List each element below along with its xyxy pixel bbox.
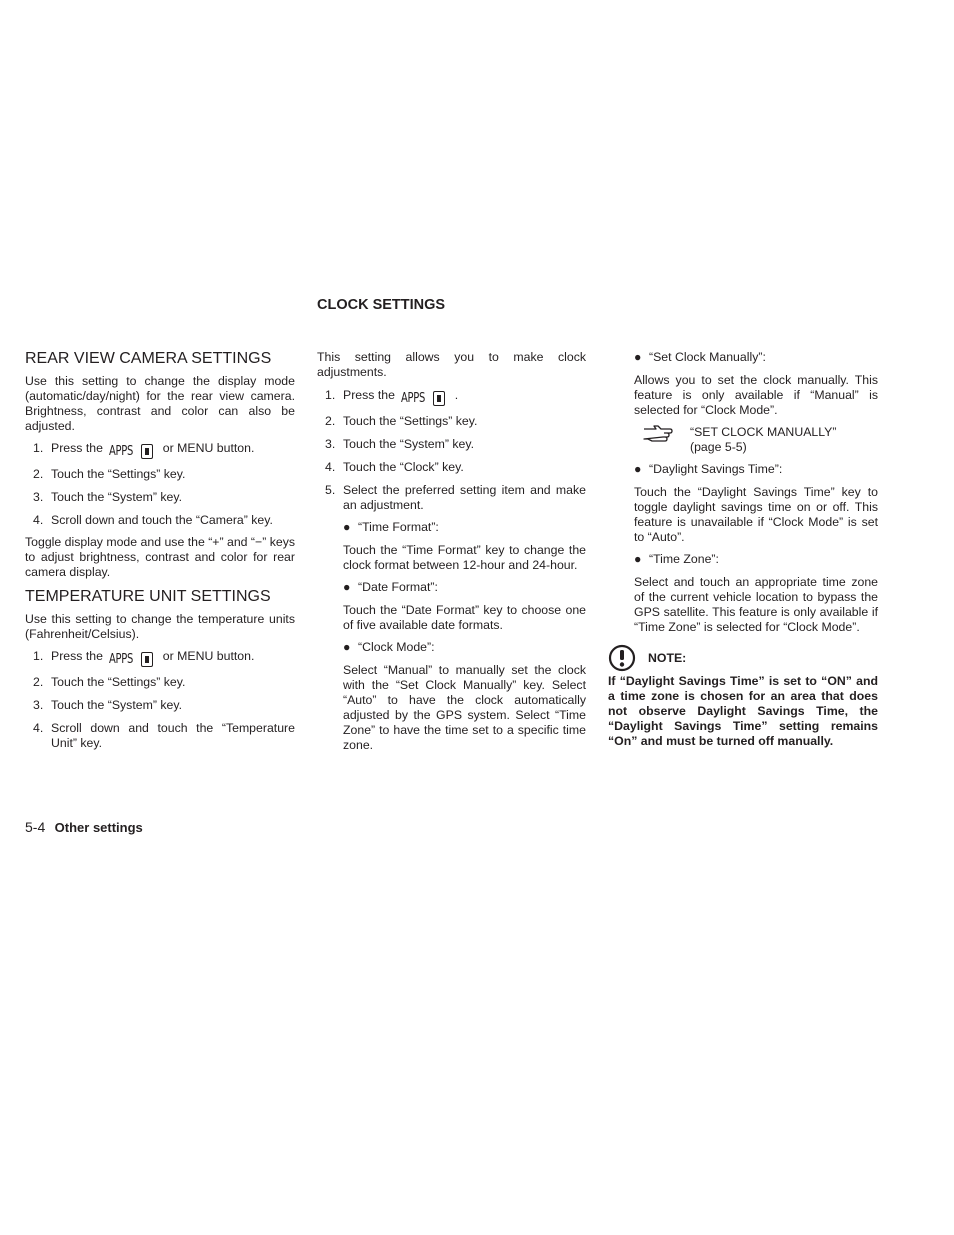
note-body: If “Daylight Savings Time” is set to “ON” and a time zone is chosen for an area that does not observe Daylight Savings Time, the “Daylight Savings Time” setting remains “On” and must be turned off manually.: [608, 674, 878, 748]
temp-step-2: 2. Touch the “Settings” key.: [33, 675, 186, 689]
set-clock-manually-item: ● “Set Clock Manually”:: [634, 350, 766, 364]
section-name: Other settings: [54, 820, 143, 835]
rear-step-4: 4. Scroll down and touch the “Camera” key.: [33, 513, 273, 527]
date-format-desc: Touch the “Date Format” key to choose one of five available date formats.: [343, 603, 586, 632]
temperature-heading: TEMPERATURE UNIT SETTINGS: [25, 588, 271, 605]
temp-step-1: 1. Press the APPS or MENU button.: [33, 649, 255, 667]
temp-step-3: 3. Touch the “System” key.: [33, 698, 182, 712]
rear-camera-heading: REAR VIEW CAMERA SETTINGS: [25, 350, 272, 367]
page-footer: [25, 820, 143, 836]
right-column: [608, 350, 878, 749]
clock-step-3: 3. Touch the “System” key.: [325, 437, 474, 451]
clock-mode-item: ● “Clock Mode”:: [343, 640, 435, 654]
note-title: NOTE:: [648, 651, 687, 665]
time-format-desc: Touch the “Time Format” key to change the clock format between 12-hour and 24-hour.: [343, 543, 586, 572]
clock-step-2: 2. Touch the “Settings” key.: [325, 414, 478, 428]
pointing-hand-icon: [642, 425, 674, 447]
rear-camera-intro: Use this setting to change the display mode (automatic/day/night) for the rear view camera. Brightness, contrast and color can also be adjusted.: [25, 374, 295, 433]
page-reference: “SET CLOCK MANUALLY” (page 5-5): [634, 425, 878, 455]
clock-step-1: 1. Press the APPS .: [325, 388, 459, 406]
page-title: CLOCK SETTINGS: [317, 297, 446, 313]
page-number: 5-4: [25, 819, 46, 835]
daylight-savings-desc: Touch the “Daylight Savings Time” key to toggle daylight savings time on or off. This feature is unavailable if “Clock Mode” is set to “Auto”.: [634, 485, 878, 544]
rear-step-2: 2. Touch the “Settings” key.: [33, 467, 186, 481]
time-format-item: ● “Time Format”:: [343, 520, 439, 534]
note-header: [608, 644, 878, 674]
date-format-item: ● “Date Format”:: [343, 580, 438, 594]
time-zone-item: ● “Time Zone”:: [634, 552, 719, 566]
daylight-savings-item: ● “Daylight Savings Time”:: [634, 462, 783, 476]
clock-mode-desc: Select “Manual” to manually set the clock with the “Set Clock Manually” key. Select “Auto” to have the clock automatically adjusted by the GPS system. Select “Time Zone” to have the time set to a specific time zone.: [343, 663, 586, 752]
middle-column: [317, 350, 586, 753]
apps-button-icon: APPS: [401, 391, 445, 406]
rear-camera-outro: Toggle display mode and use the “+” and “−” keys to adjust brightness, contrast and color for rear camera display.: [25, 535, 296, 579]
clock-options: [317, 520, 586, 753]
temp-step-4: 4. Scroll down and touch the “Temperature Unit” key.: [33, 721, 295, 750]
time-zone-desc: Select and touch an appropriate time zone of the current vehicle location to bypass the GPS satellite. This feature is only available if “Time Zone” is selected for “Clock Mode”.: [634, 575, 878, 634]
temperature-intro: Use this setting to change the temperature units (Fahrenheit/Celsius).: [25, 612, 295, 641]
set-clock-manually-desc: Allows you to set the clock manually. This feature is only available if “Manual” is selected for “Clock Mode”.: [634, 373, 878, 417]
caution-icon: [608, 644, 636, 676]
clock-step-5: 5. Select the preferred setting item and make an adjustment.: [325, 483, 586, 512]
clock-step-4: 4. Touch the “Clock” key.: [325, 460, 464, 474]
rear-step-1: 1. Press the APPS or MENU button.: [33, 441, 255, 459]
apps-button-icon: APPS: [109, 652, 153, 667]
clock-intro: This setting allows you to make clock adjustments.: [317, 350, 586, 379]
apps-button-icon: APPS: [109, 444, 153, 459]
rear-step-3: 3. Touch the “System” key.: [33, 490, 182, 504]
left-column: [25, 350, 295, 751]
